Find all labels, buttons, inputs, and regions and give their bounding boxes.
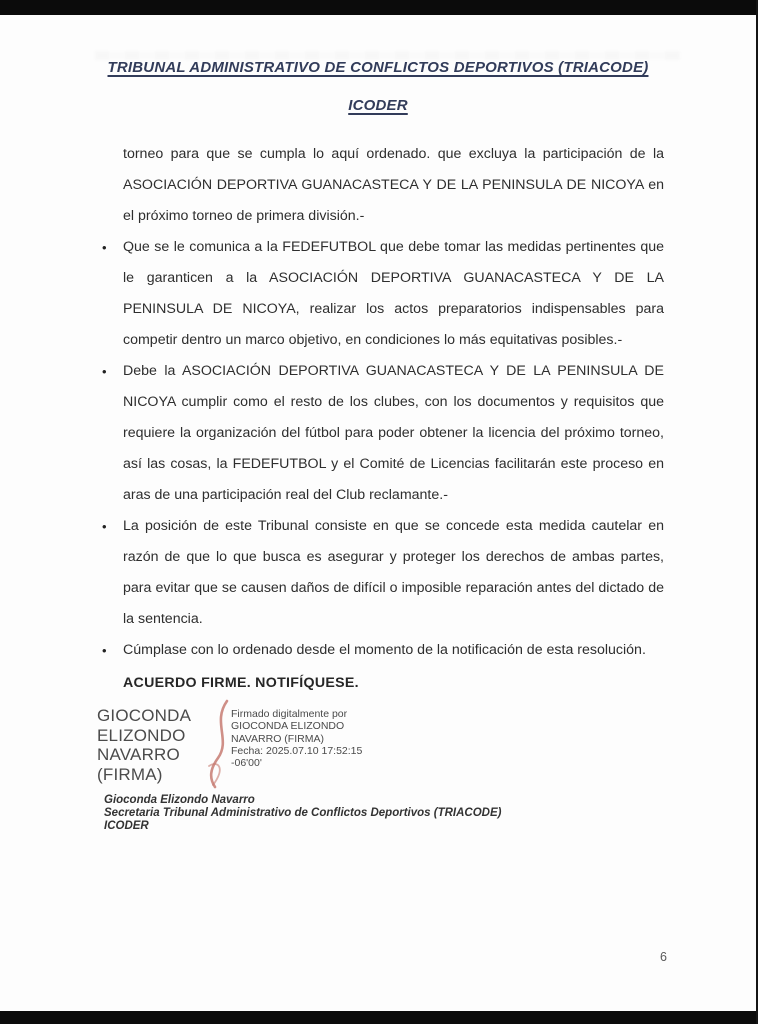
document-page [0, 15, 756, 1011]
signature-block [97, 706, 756, 784]
signatory-title: Secretaria Tribunal Administrativo de Conflictos Deportivos (TRIACODE) [104, 807, 502, 819]
document-title-line1: TRIBUNAL ADMINISTRATIVO DE CONFLICTOS DEPORTIVOS (TRIACODE) [107, 59, 649, 76]
paragraph-continuation: torneo para que se cumpla lo aquí ordenado. que excluya la participación de la ASOCIACIÓN DEPORTIVA GUANACASTECA Y DE LA PENINSULA DE NICOYA en el próximo torneo de primera división.- [123, 146, 664, 224]
note-line: GIOCONDA ELIZONDO [231, 720, 345, 733]
digital-signature-note [231, 706, 362, 769]
signatory-credentials [104, 794, 756, 833]
signatory-name: Gioconda Elizondo Navarro [104, 794, 255, 806]
note-line: Firmado digitalmente por [231, 708, 348, 720]
page-number: 6 [660, 950, 667, 964]
note-line: NAVARRO (FIRMA) [231, 732, 324, 745]
resolution-bullet-list [123, 232, 664, 666]
bullet-item-2: • Debe la ASOCIACIÓN DEPORTIVA GUANACASTECA Y DE LA PENINSULA DE NICOYA cumplir como el resto de los clubes, con los documentos y requisitos que requiere la organización del fútbol para poder obtener la licencia del próximo torneo, así las cosas, la FEDEFUTBOL y el Comité de Licencias facilitarán este proceso en aras de una participación real del Club reclamante.- [123, 356, 664, 511]
bullet-item-4: • Cúmplase con lo ordenado desde el momento de la notificación de esta resolución. [123, 635, 664, 666]
top-letterbox-bar [0, 0, 758, 15]
bottom-letterbox-bar [0, 1011, 758, 1024]
document-title-line2: ICODER [348, 97, 408, 114]
document-body [123, 139, 664, 694]
stamp-line: GIOCONDA [97, 706, 192, 725]
signatory-org: ICODER [104, 820, 149, 832]
bullet-item-1: • Que se le comunica a la FEDEFUTBOL que debe tomar las medidas pertinentes que le garanticen a la ASOCIACIÓN DEPORTIVA GUANACASTECA Y DE LA PENINSULA DE NICOYA, realizar los actos preparatorios indispensables para competir dentro un marco objetivo, en condiciones lo más equitativas posibles.- [123, 232, 664, 356]
note-line: Fecha: 2025.07.10 17:52:15 [231, 744, 363, 757]
digital-signature-stamp [97, 706, 229, 784]
stamp-line: NAVARRO (FIRMA) [97, 745, 180, 784]
stamp-line: ELIZONDO [97, 725, 186, 745]
scan-artifact [95, 51, 681, 60]
bullet-item-3: • La posición de este Tribunal consiste en que se concede esta medida cautelar en razón de que lo que busca es asegurar y proteger los derechos de ambas partes, para evitar que se causen daños de difícil o imposible reparación antes del dictado de la sentencia. [123, 511, 664, 635]
note-line: -06'00' [231, 757, 262, 770]
firm-notice: ACUERDO FIRME. NOTIFÍQUESE. [123, 675, 359, 691]
